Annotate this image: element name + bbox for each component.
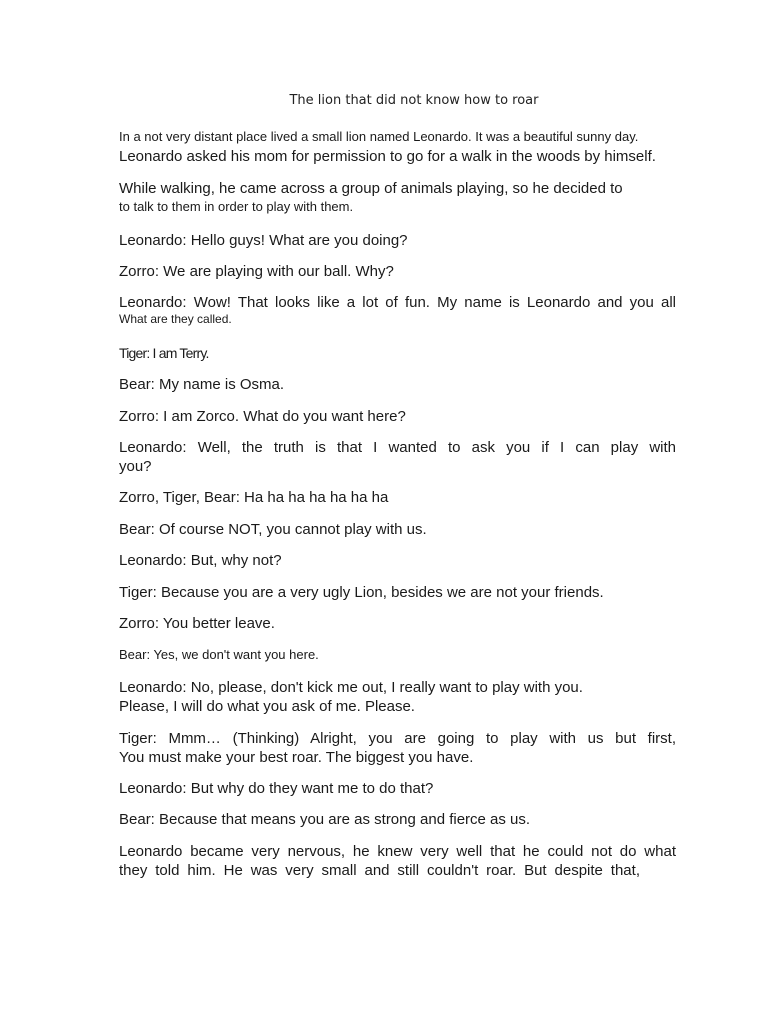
text-line: In a not very distant place lived a small lion named Leonardo. It was a beautiful sunny day. [119,129,639,144]
text-line: Zorro, Tiger, Bear: Ha ha ha ha ha ha ha [119,489,389,506]
text-line: While walking, he came across a group of animals playing, so he decided to [119,180,623,197]
text-line: Zorro: You better leave. [119,615,275,632]
text-line: Leonardo: Well, the truth is that I wanted to ask you if I can play with [119,439,676,456]
text-line: Leonardo: But why do they want me to do that? [119,780,434,797]
text-line: Leonardo: Hello guys! What are you doing? [119,232,408,249]
text-line: Bear: Of course NOT, you cannot play with us. [119,521,427,538]
text-line: you? [119,458,152,475]
text-line: Leonardo: But, why not? [119,552,282,569]
text-line: Tiger: I am Terry. [119,345,209,361]
text-line: Tiger: Mmm… (Thinking) Alright, you are going to play with us but first, [119,730,676,747]
text-line: to talk to them in order to play with them. [119,199,354,214]
text-line: You must make your best roar. The biggest you have. [119,749,474,766]
text-line: Leonardo asked his mom for permission to go for a walk in the woods by himself. [119,148,656,165]
document-title: The lion that did not know how to roar [289,93,539,108]
text-line: Leonardo: Wow! That looks like a lot of fun. My name is Leonardo and you all [119,294,676,311]
text-line: Please, I will do what you ask of me. Please. [119,698,415,715]
text-line: Leonardo became very nervous, he knew very well that he could not do what [119,843,676,860]
text-line: Zorro: We are playing with our ball. Why? [119,263,394,280]
text-line: What are they called. [119,312,232,326]
text-line: Bear: My name is Osma. [119,376,285,393]
text-line: Bear: Yes, we don't want you here. [119,647,319,662]
text-line: Zorro: I am Zorco. What do you want here? [119,408,406,425]
text-line: Bear: Because that means you are as strong and fierce as us. [119,811,531,828]
text-line: Leonardo: No, please, don't kick me out, I really want to play with you. [119,679,583,696]
text-line: they told him. He was very small and still couldn't roar. But despite that, [119,862,640,879]
text-line: Tiger: Because you are a very ugly Lion, besides we are not your friends. [119,584,604,601]
